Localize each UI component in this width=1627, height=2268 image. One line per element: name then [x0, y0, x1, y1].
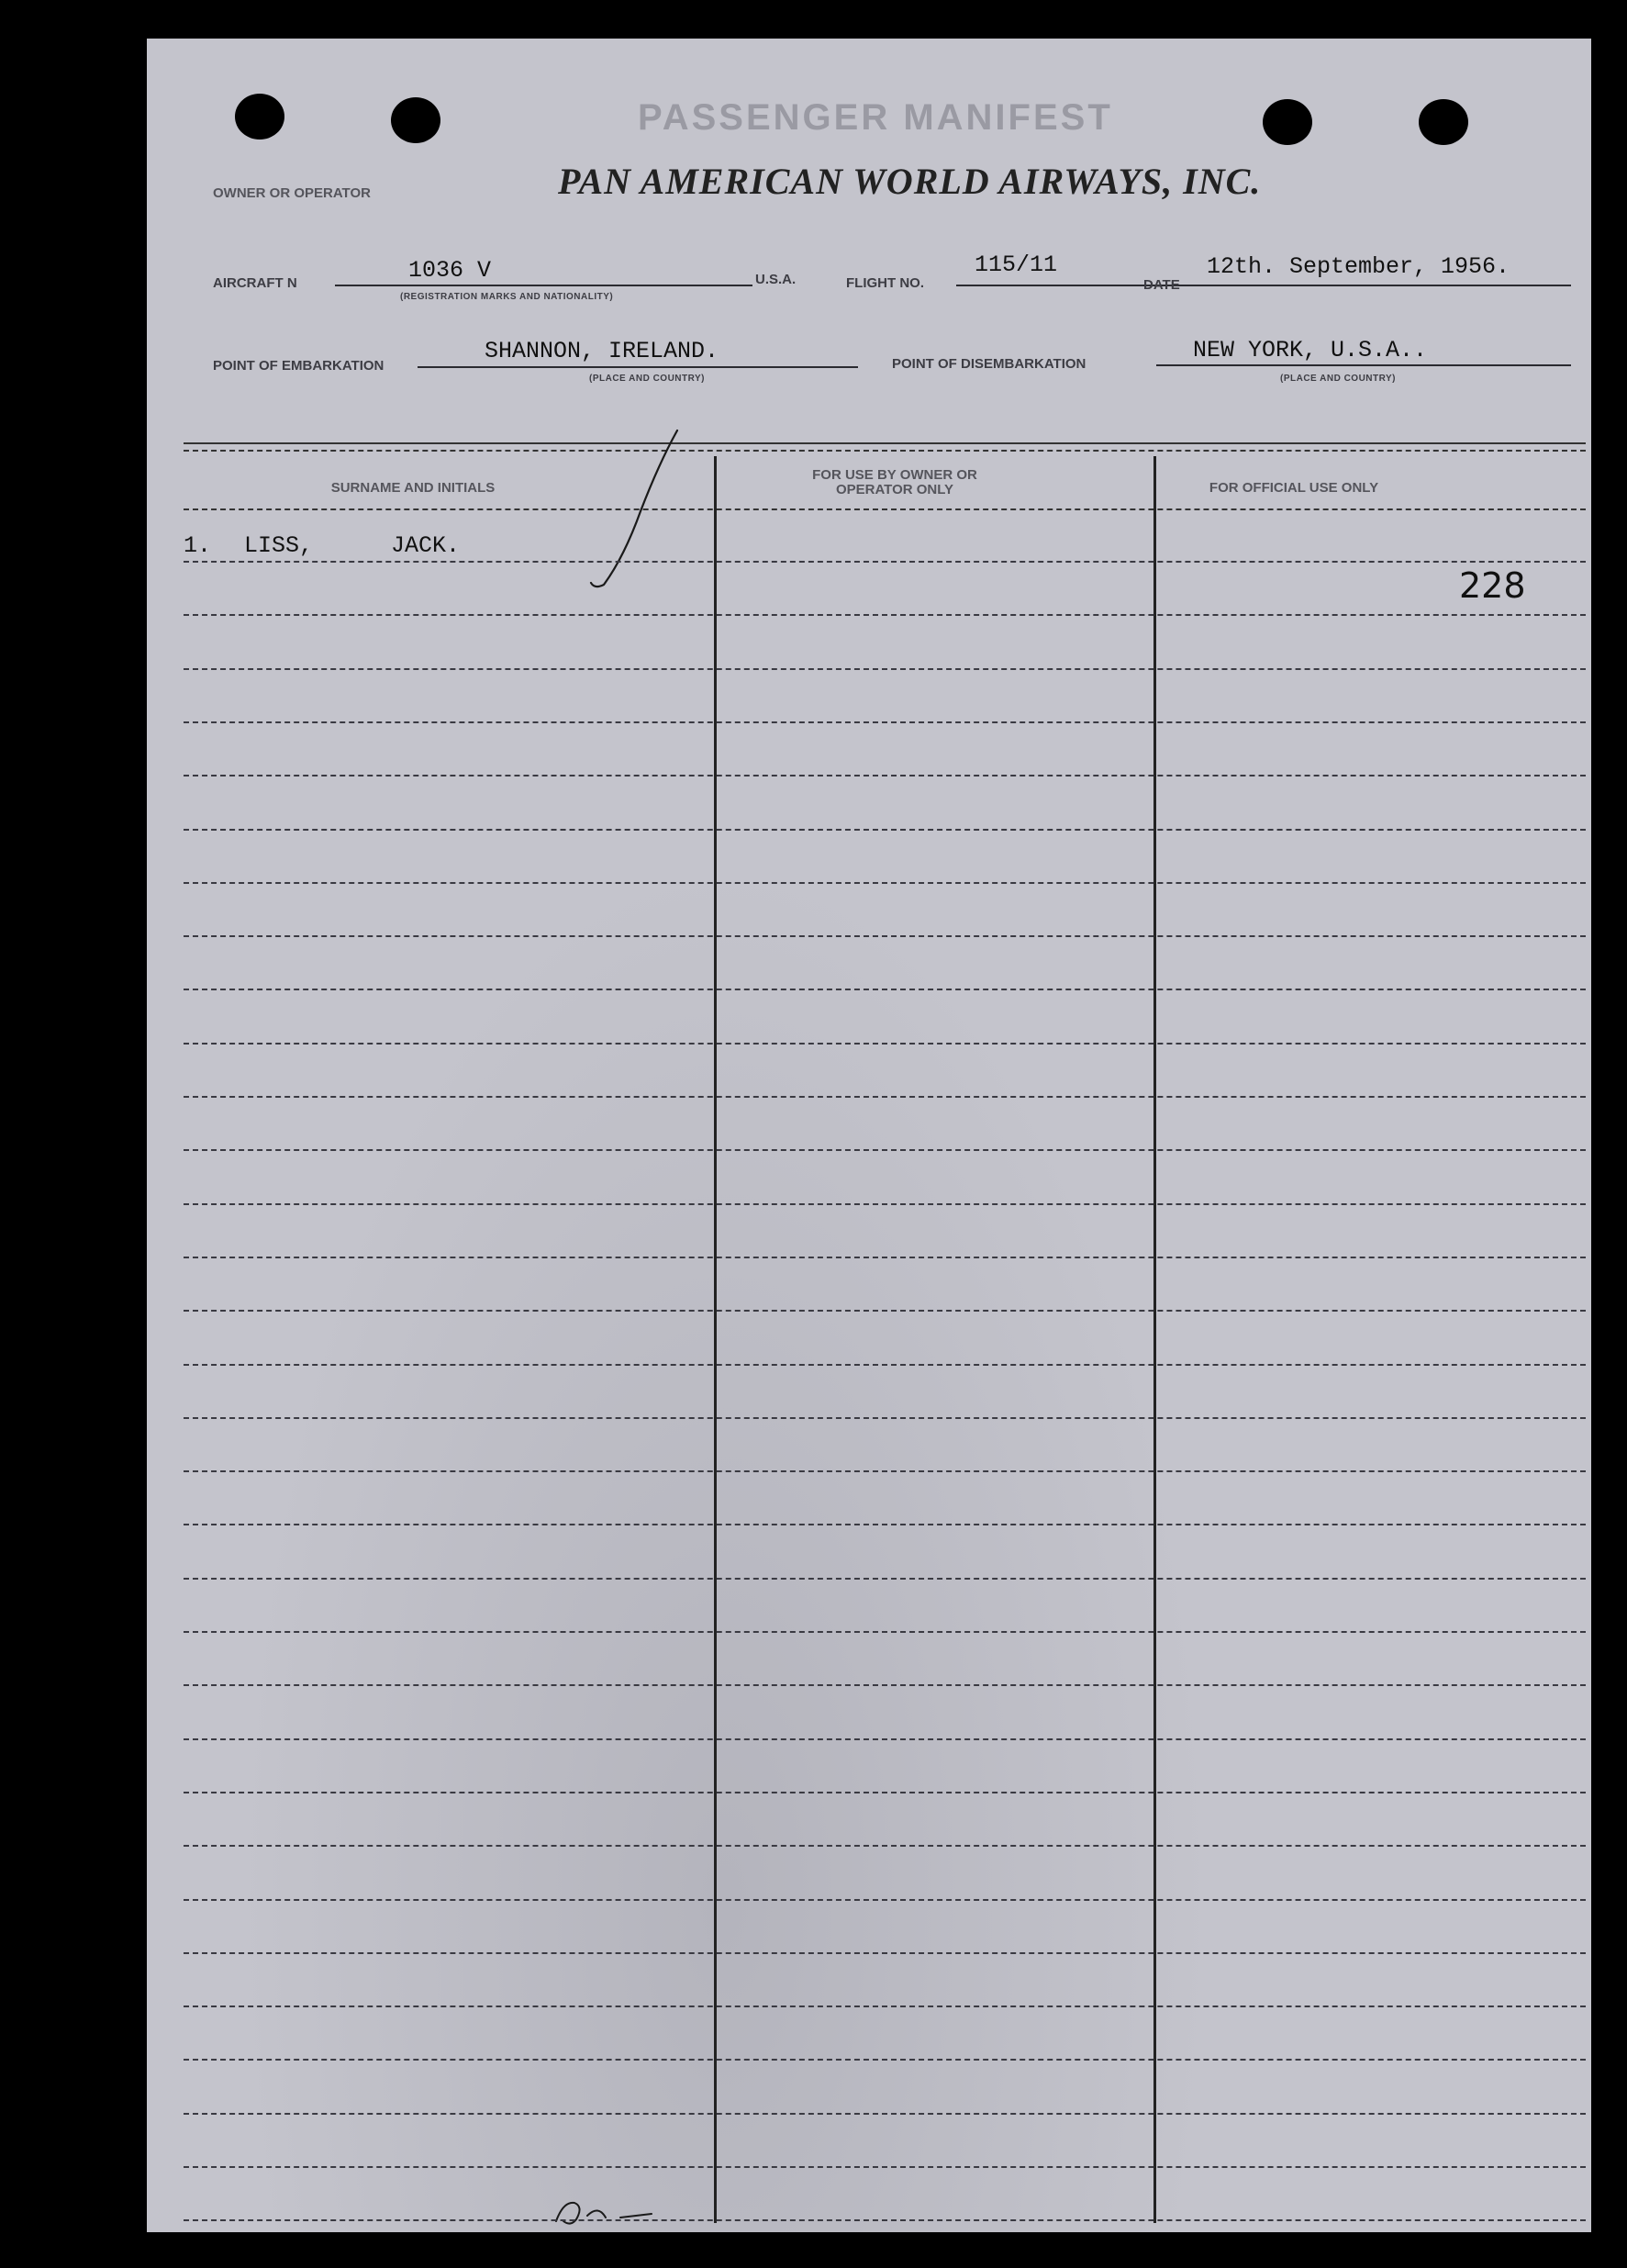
aircraft-sub: (REGISTRATION MARKS AND NATIONALITY) [400, 292, 614, 302]
punch-hole [1263, 99, 1312, 145]
row-number: 1. [184, 532, 212, 559]
embark-label: POINT OF EMBARKATION [213, 358, 384, 374]
table-row-line [184, 829, 1586, 831]
passenger-initials: JACK. [391, 532, 461, 559]
table-row-line [184, 1149, 1586, 1151]
flight-value: 115/11 [975, 251, 1058, 278]
table-row-line [184, 882, 1586, 884]
aircraft-label: AIRCRAFT N [213, 275, 297, 291]
signature-mark-icon [551, 2194, 670, 2230]
embark-sub: (PLACE AND COUNTRY) [589, 374, 705, 384]
col-header-surname: SURNAME AND INITIALS [330, 480, 496, 496]
col-header-official: FOR OFFICIAL USE ONLY [1209, 480, 1379, 496]
aircraft-value: 1036 V [408, 257, 492, 284]
form-title: PASSENGER MANIFEST [638, 97, 1113, 138]
passenger-surname: LISS, [244, 532, 314, 559]
disembark-sub: (PLACE AND COUNTRY) [1280, 374, 1396, 384]
date-label: DATE [1143, 277, 1180, 293]
flight-label: FLIGHT NO. [846, 275, 924, 291]
usa-label: U.S.A. [755, 272, 797, 287]
table-row-line [184, 668, 1586, 670]
check-mark-icon [587, 419, 688, 603]
disembark-value: NEW YORK, U.S.A.. [1193, 337, 1428, 363]
table-row-line [184, 1845, 1586, 1847]
table-row-line [184, 1792, 1586, 1793]
table-row-line [184, 2005, 1586, 2007]
embark-value: SHANNON, IRELAND. [485, 338, 719, 364]
table-row-line [184, 2166, 1586, 2168]
table-row-line [184, 1738, 1586, 1740]
table-row-line [184, 2113, 1586, 2115]
table-row-line [184, 1096, 1586, 1098]
table-row-line [184, 989, 1586, 990]
manifest-sheet [147, 39, 1591, 2232]
table-row-line [184, 1257, 1586, 1258]
punch-hole [1419, 99, 1468, 145]
company-name: PAN AMERICAN WORLD AIRWAYS, INC. [558, 161, 1262, 202]
table-row-line [184, 1952, 1586, 1954]
table-row-line [184, 2219, 1586, 2221]
table-row-line [184, 721, 1586, 723]
table-row-line [184, 1631, 1586, 1633]
table-row-line [184, 1310, 1586, 1312]
punch-hole [235, 94, 284, 140]
disembark-label: POINT OF DISEMBARKATION [892, 356, 1087, 372]
table-row-line [184, 1364, 1586, 1366]
table-row-line [184, 1524, 1586, 1525]
owner-label: OWNER OR OPERATOR [213, 185, 371, 201]
col-header-owner: FOR USE BY OWNER OR OPERATOR ONLY [812, 467, 977, 497]
table-row-line [184, 1899, 1586, 1901]
table-row-line [184, 1684, 1586, 1686]
date-value: 12th. September, 1956. [1207, 253, 1510, 280]
table-row-line [184, 2059, 1586, 2061]
table-row-line [184, 1417, 1586, 1419]
punch-hole [391, 97, 440, 143]
table-row-line [184, 775, 1586, 776]
table-row-line [184, 614, 1586, 616]
official-number: 228 [1459, 565, 1526, 606]
table-row-line [184, 1578, 1586, 1580]
table-row-line [184, 1043, 1586, 1045]
table-row-line [184, 1470, 1586, 1472]
table-row-line [184, 935, 1586, 937]
table-row-line [184, 561, 1586, 563]
table-row-line [184, 1203, 1586, 1205]
